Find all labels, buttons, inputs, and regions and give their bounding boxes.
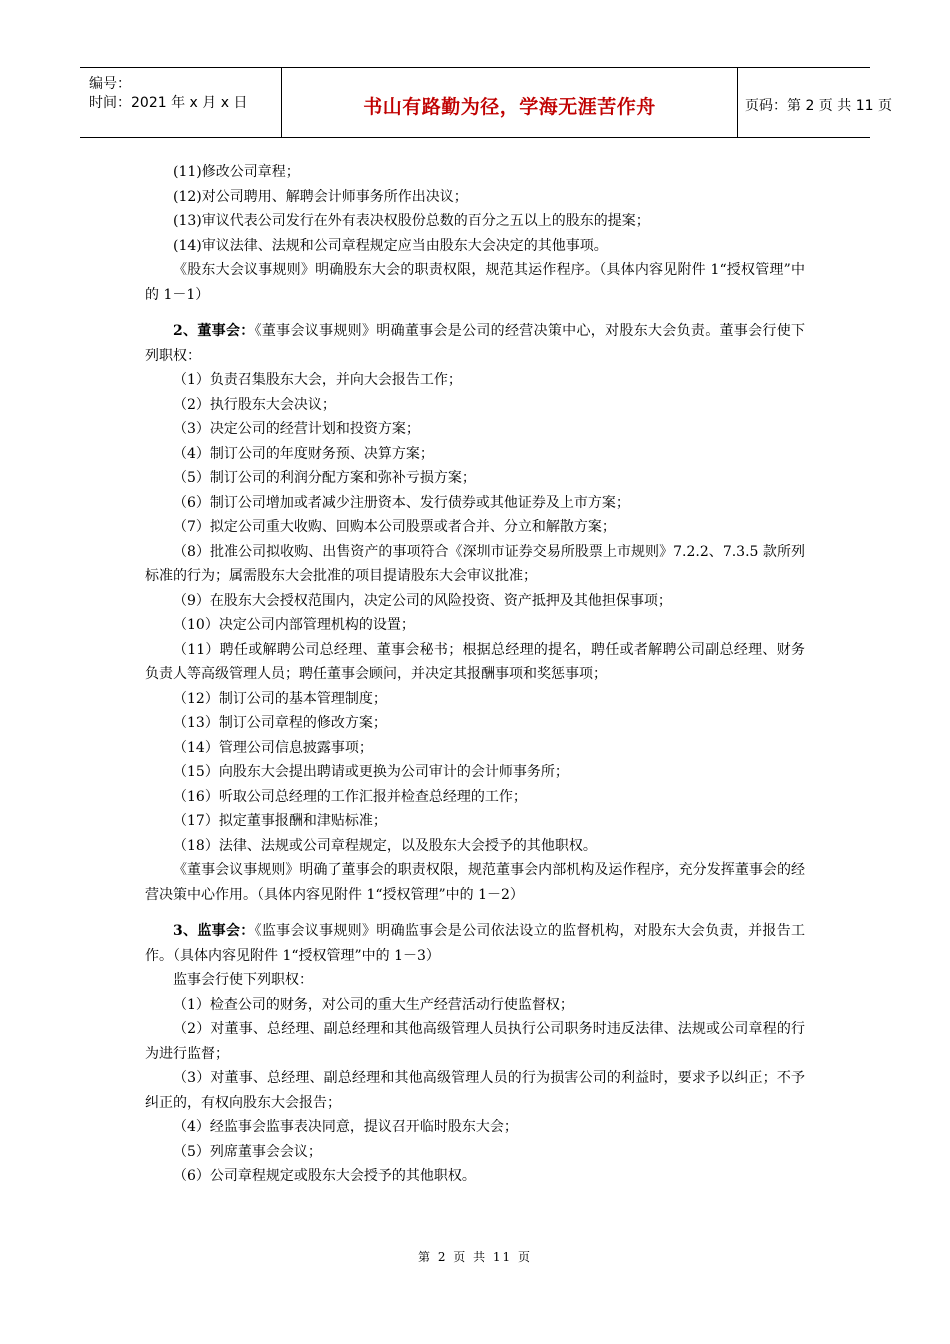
clause-item: (11)修改公司章程； [173,164,300,180]
clause-item: （13）制订公司章程的修改方案； [173,715,387,731]
board-heading: 2、董事会： [173,323,255,339]
header-info-cell [80,68,281,137]
supervisory-heading: 3、监事会： [173,923,255,939]
header-page-info: 页码：第 2 页 共 11 页 [745,98,892,114]
clause-item: （6）制订公司增加或者减少注册资本、发行债券或其他证券及上市方案； [173,494,630,511]
clause-item: （14）管理公司信息披露事项； [173,739,373,756]
supervisory-intro-text: 《监事会议事规则》明确监事会是公司依法设立的监督机构，对股东大会负责，并报告工作。（具体内容见附件 1“授权管理”中的 1－3） [145,923,806,964]
clause-item: （12）制订公司的基本管理制度； [173,690,387,707]
clause-item: （1）检查公司的财务，对公司的重大生产经营活动行使监督权； [173,996,574,1013]
clause-item: （6）公司章程规定或股东大会授予的其他职权。 [173,1168,476,1184]
header-motto-cell [281,68,738,137]
clause-item: （18）法律、法规或公司章程规定，以及股东大会授予的其他职权。 [173,837,597,854]
header-page-cell [737,68,892,137]
page-header [80,67,892,138]
clause-item: （2）对董事、总经理、副总经理和其他高级管理人员执行公司职务时违反法律、法规或公司章程的行为进行监督； [145,1021,805,1062]
clause-item: （5）列席董事会会议； [173,1143,322,1160]
document-body [145,160,805,1189]
body-paragraph: 《董事会议事规则》明确了董事会的职责权限，规范董事会内部机构及运作程序，充分发挥董事会的经营决策中心作用。（具体内容见附件 1“授权管理”中的 1－2） [145,862,805,903]
board-intro-text: 《董事会议事规则》明确董事会是公司的经营决策中心，对股东大会负责。董事会行使下列职权： [145,323,806,364]
clause-item: （1）负责召集股东大会，并向大会报告工作； [173,372,462,388]
clause-item: （8）批准公司拟收购、出售资产的事项符合《深圳市证券交易所股票上市规则》7.2.2、7.3.5 款所列标准的行为；属需股东大会批准的项目提请股东大会审议批准； [145,543,805,584]
document-number-label: 编号： [89,76,131,92]
clause-item: (12)对公司聘用、解聘会计师事务所作出决议； [173,188,468,205]
body-paragraph: 《股东大会议事规则》明确股东大会的职责权限，规范其运作程序。（具体内容见附件 1“授权管理”中的 1－1） [145,262,805,303]
clause-item: （3）对董事、总经理、副总经理和其他高级管理人员的行为损害公司的利益时，要求予以纠正；不予纠正的，有权向股东大会报告； [145,1070,805,1111]
clause-item: （9）在股东大会授权范围内，决定公司的风险投资、资产抵押及其他担保事项； [173,592,672,609]
clause-item: （5）制订公司的利润分配方案和弥补亏损方案； [173,470,476,486]
clause-item: （3）决定公司的经营计划和投资方案； [173,421,420,437]
clause-item: （4）制订公司的年度财务预、决算方案； [173,445,434,462]
clause-item: （16）听取公司总经理的工作汇报并检查总经理的工作； [173,788,527,805]
clause-item: （10）决定公司内部管理机构的设置； [173,617,415,633]
page-footer: 第 2 页 共 11 页 [418,1250,532,1264]
clause-item: （2）执行股东大会决议； [173,396,336,413]
board-section-paragraph [145,319,805,368]
clause-item: (13)审议代表公司发行在外有表决权股份总数的百分之五以上的股东的提案； [173,213,650,229]
clause-item: （15）向股东大会提出聘请或更换为公司审计的会计师事务所； [173,764,569,780]
supervisory-section-paragraph [145,919,805,968]
body-paragraph: 监事会行使下列职权： [173,972,313,988]
clause-item: （7）拟定公司重大收购、回购本公司股票或者合并、分立和解散方案； [173,519,616,535]
header-motto: 书山有路勤为径，学海无涯苦作舟 [363,96,656,118]
clause-item: (14)审议法律、法规和公司章程规定应当由股东大会决定的其他事项。 [173,237,608,254]
clause-item: （4）经监事会监事表决同意，提议召开临时股东大会； [173,1119,518,1135]
clause-item: （11）聘任或解聘公司总经理、董事会秘书；根据总经理的提名，聘任或者解聘公司副总经理、财务负责人等高级管理人员；聘任董事会顾问，并决定其报酬事项和奖惩事项； [145,641,805,682]
clause-item: （17）拟定董事报酬和津贴标准； [173,813,387,829]
document-time-label: 时间：2021 年 x 月 x 日 [89,95,248,111]
